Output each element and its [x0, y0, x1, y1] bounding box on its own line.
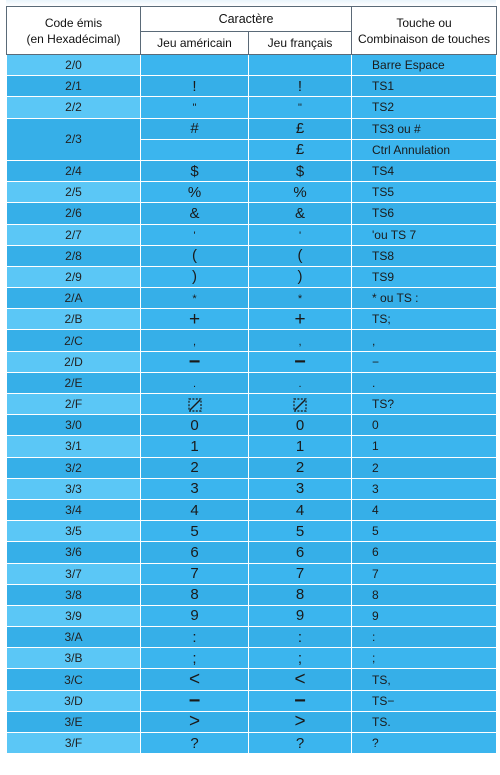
code-cell: 2/6 — [7, 203, 141, 224]
touche-cell: ; — [352, 648, 497, 669]
jeu-americain-cell-glyph: − — [188, 351, 201, 373]
code-cell: 3/3 — [7, 478, 141, 499]
code-cell: 3/F — [7, 733, 141, 754]
jeu-francais-cell-glyph: + — [294, 308, 306, 330]
table-row — [7, 733, 497, 754]
jeu-americain-cell-glyph: 0 — [190, 416, 199, 434]
jeu-francais-cell — [249, 288, 352, 309]
table-row — [7, 330, 497, 351]
code-table — [6, 6, 497, 754]
jeu-francais-cell — [249, 733, 352, 754]
touche-cell: * ou TS : — [352, 288, 497, 309]
touche-cell: TS5 — [352, 182, 497, 203]
jeu-francais-cell — [249, 55, 352, 76]
table-row — [7, 182, 497, 203]
caractere-header: Caractère — [141, 7, 352, 32]
table-row — [7, 203, 497, 224]
jeu-americain-cell — [141, 584, 249, 605]
jeu-americain-cell-glyph: * — [192, 293, 197, 306]
touche-cell: − — [352, 351, 497, 372]
table-row — [7, 648, 497, 669]
jeu-francais-cell-glyph: 4 — [295, 501, 305, 519]
code-cell: 3/5 — [7, 521, 141, 542]
jeu-francais-cell-glyph: < — [294, 669, 306, 691]
jeu-francais-cell — [249, 182, 352, 203]
jeu-americain-cell — [141, 330, 249, 351]
jeu-americain-cell — [141, 478, 249, 499]
jeu-francais-cell — [249, 542, 352, 563]
jeu-francais-cell-glyph: 7 — [295, 565, 305, 583]
table-row — [7, 627, 497, 648]
jeu-americain-cell — [141, 160, 249, 181]
jeu-americain-cell — [141, 627, 249, 648]
jeu-americain-cell-glyph: + — [188, 308, 201, 330]
table-row — [7, 118, 497, 139]
touche-cell: 8 — [352, 584, 497, 605]
jeu-francais-cell — [249, 690, 352, 711]
table-row — [7, 542, 497, 563]
touche-cell: 5 — [352, 521, 497, 542]
jeu-francais-cell — [249, 351, 352, 372]
jeu-americain-cell-glyph: ( — [192, 247, 197, 265]
table-row — [7, 224, 497, 245]
jeu-americain-cell — [141, 288, 249, 309]
touche-cell: TS. — [352, 711, 497, 732]
touche-cell: Barre Espace — [352, 55, 497, 76]
touche-cell: . — [352, 372, 497, 393]
jeu-americain-cell — [141, 542, 249, 563]
table-row — [7, 711, 497, 732]
code-cell: 2/3 — [7, 118, 141, 160]
jeu-francais-cell-glyph: 8 — [295, 586, 305, 604]
jeu-francais-cell-glyph: ' — [298, 229, 302, 242]
jeu-francais-cell — [249, 478, 352, 499]
code-cell: 2/9 — [7, 266, 141, 287]
table-row — [7, 97, 497, 118]
jeu-francais-cell — [249, 76, 352, 97]
code-cell: 3/0 — [7, 415, 141, 436]
table-row — [7, 605, 497, 626]
jeu-americain-cell-glyph: 6 — [190, 543, 199, 561]
jeu-francais-cell-glyph: 9 — [295, 607, 305, 625]
jeu-americain-cell-glyph: < — [188, 669, 201, 691]
table-row — [7, 288, 497, 309]
jeu-francais-cell — [249, 669, 352, 690]
jeu-americain-cell — [141, 203, 249, 224]
jeu-francais-cell — [249, 457, 352, 478]
jeu-americain-cell — [141, 266, 249, 287]
jeu-americain-cell — [141, 309, 249, 330]
code-cell: 2/C — [7, 330, 141, 351]
jeu-francais-cell-glyph: ( — [297, 247, 303, 265]
jeu-americain-cell — [141, 118, 249, 139]
jeu-francais-cell-glyph: : — [297, 628, 303, 646]
jeu-francais-cell-glyph: * — [297, 293, 303, 306]
jeu-americain-cell — [141, 499, 249, 520]
touche-cell: 6 — [352, 542, 497, 563]
jeu-americain-cell — [141, 97, 249, 118]
jeu-francais-cell — [249, 627, 352, 648]
code-cell: 2/0 — [7, 55, 141, 76]
jeu-americain-cell — [141, 669, 249, 690]
jeu-americain-cell-glyph: 8 — [190, 586, 199, 604]
jeu-americain-cell-glyph: 5 — [190, 522, 199, 540]
jeu-francais-cell-glyph: ! — [297, 77, 303, 95]
code-cell: 3/1 — [7, 436, 141, 457]
jeu-francais-cell — [249, 160, 352, 181]
code-cell: 2/2 — [7, 97, 141, 118]
touche-cell: 0 — [352, 415, 497, 436]
jeu-francais-cell — [249, 372, 352, 393]
table-row — [7, 584, 497, 605]
jeu-americain-cell-glyph: 9 — [190, 607, 199, 625]
code-cell: 3/4 — [7, 499, 141, 520]
jeu-francais-cell — [249, 139, 352, 160]
table-body — [7, 55, 497, 754]
jeu-francais-cell — [249, 648, 352, 669]
jeu-americain-cell — [141, 245, 249, 266]
touche-cell: ? — [352, 733, 497, 754]
code-header-subtitle: (en Hexadécimal) — [26, 31, 121, 46]
jeu-francais-cell-glyph: 2 — [295, 459, 305, 477]
code-header — [7, 7, 141, 55]
table-row — [7, 563, 497, 584]
code-cell: 3/A — [7, 627, 141, 648]
touche-cell: , — [352, 330, 497, 351]
jeu-francais-cell — [249, 584, 352, 605]
jeu-americain-cell — [141, 563, 249, 584]
jeu-americain-cell-glyph: ; — [192, 649, 197, 667]
jeu-americain-cell — [141, 605, 249, 626]
table-row — [7, 415, 497, 436]
jeu-francais-header: Jeu français — [249, 32, 352, 55]
table-row — [7, 372, 497, 393]
touche-cell: 1 — [352, 436, 497, 457]
jeu-americain-cell-glyph: 3 — [190, 480, 199, 498]
touche-cell: TS9 — [352, 266, 497, 287]
jeu-francais-cell-glyph: 6 — [295, 543, 305, 561]
touche-cell: TS? — [352, 394, 497, 415]
code-cell: 3/6 — [7, 542, 141, 563]
jeu-americain-cell — [141, 351, 249, 372]
jeu-francais-cell-glyph: % — [293, 183, 307, 201]
code-cell: 2/5 — [7, 182, 141, 203]
touche-cell: 2 — [352, 457, 497, 478]
jeu-americain-cell-glyph: $ — [190, 162, 199, 180]
code-cell: 2/F — [7, 394, 141, 415]
table-row — [7, 499, 497, 520]
jeu-francais-cell-glyph: £ — [295, 141, 305, 159]
jeu-francais-cell — [249, 711, 352, 732]
code-cell: 2/1 — [7, 76, 141, 97]
table-row — [7, 521, 497, 542]
jeu-americain-cell — [141, 224, 249, 245]
jeu-francais-cell-glyph: 3 — [295, 480, 305, 498]
jeu-francais-cell — [249, 394, 352, 415]
table-row — [7, 309, 497, 330]
jeu-francais-cell — [249, 224, 352, 245]
table-row — [7, 478, 497, 499]
jeu-francais-cell — [249, 118, 352, 139]
code-cell: 2/8 — [7, 245, 141, 266]
jeu-americain-cell-glyph: " — [192, 102, 197, 115]
jeu-americain-cell-glyph: # — [190, 120, 199, 138]
jeu-francais-cell-glyph: 1 — [295, 437, 305, 455]
touche-cell: Ctrl Annulation — [352, 139, 497, 160]
jeu-francais-cell-glyph: & — [295, 204, 306, 222]
jeu-francais-cell — [249, 203, 352, 224]
table-row — [7, 55, 497, 76]
touche-cell: TS2 — [352, 97, 497, 118]
jeu-americain-cell — [141, 521, 249, 542]
jeu-francais-cell — [249, 499, 352, 520]
touche-cell: 9 — [352, 605, 497, 626]
touche-cell: : — [352, 627, 497, 648]
jeu-americain-cell-glyph: , — [192, 335, 197, 348]
jeu-americain-cell-glyph: 4 — [190, 501, 199, 519]
table-row — [7, 351, 497, 372]
jeu-americain-cell-glyph: 2 — [190, 459, 199, 477]
code-cell: 3/7 — [7, 563, 141, 584]
touche-cell: TS− — [352, 690, 497, 711]
box-slash-icon — [188, 398, 202, 412]
jeu-americain-header: Jeu américain — [141, 32, 249, 55]
table-row — [7, 76, 497, 97]
code-cell: 2/A — [7, 288, 141, 309]
jeu-americain-cell-glyph: > — [188, 711, 201, 733]
jeu-americain-cell — [141, 394, 249, 415]
table-row — [7, 457, 497, 478]
jeu-francais-cell — [249, 97, 352, 118]
jeu-francais-cell — [249, 309, 352, 330]
code-header-title: Code émis — [44, 15, 103, 30]
jeu-francais-cell-glyph: " — [298, 102, 302, 115]
jeu-americain-cell — [141, 733, 249, 754]
jeu-americain-cell-glyph: : — [192, 628, 197, 646]
jeu-francais-cell-glyph: . — [298, 377, 302, 390]
touche-cell: 4 — [352, 499, 497, 520]
touche-cell: 'ou TS 7 — [352, 224, 497, 245]
touche-cell: TS3 ou # — [352, 118, 497, 139]
code-cell: 3/8 — [7, 584, 141, 605]
touche-header-title: Touche ou — [396, 15, 452, 30]
touche-header-subtitle: Combinaison de touches — [357, 31, 491, 46]
jeu-francais-cell-glyph: − — [294, 351, 306, 373]
code-cell: 3/9 — [7, 605, 141, 626]
table-row — [7, 266, 497, 287]
jeu-francais-cell — [249, 605, 352, 626]
jeu-americain-cell-glyph: 1 — [190, 437, 199, 455]
jeu-americain-cell-glyph: ) — [192, 268, 197, 286]
jeu-americain-cell — [141, 690, 249, 711]
jeu-americain-cell — [141, 648, 249, 669]
jeu-americain-cell — [141, 415, 249, 436]
code-cell: 3/2 — [7, 457, 141, 478]
jeu-americain-cell-glyph: ? — [190, 734, 199, 752]
code-cell: 3/B — [7, 648, 141, 669]
jeu-americain-cell — [141, 182, 249, 203]
jeu-francais-cell-glyph: 5 — [295, 522, 305, 540]
jeu-francais-cell-glyph: > — [294, 711, 306, 733]
jeu-francais-cell-glyph: $ — [295, 162, 305, 180]
jeu-francais-cell-glyph: , — [298, 335, 302, 348]
table-row — [7, 394, 497, 415]
code-cell: 3/D — [7, 690, 141, 711]
code-cell: 2/B — [7, 309, 141, 330]
table-row — [7, 160, 497, 181]
code-cell: 3/C — [7, 669, 141, 690]
jeu-americain-cell-glyph: ! — [192, 77, 197, 95]
jeu-francais-cell — [249, 521, 352, 542]
jeu-americain-cell-glyph: . — [192, 377, 197, 390]
code-cell: 2/7 — [7, 224, 141, 245]
jeu-francais-cell — [249, 415, 352, 436]
touche-cell: TS1 — [352, 76, 497, 97]
jeu-francais-cell — [249, 330, 352, 351]
jeu-francais-cell-glyph: ? — [295, 734, 305, 752]
table-row — [7, 690, 497, 711]
touche-cell: TS4 — [352, 160, 497, 181]
jeu-americain-cell — [141, 372, 249, 393]
jeu-americain-cell-glyph: − — [188, 690, 201, 712]
jeu-francais-cell-glyph: ; — [297, 649, 303, 667]
code-cell: 3/E — [7, 711, 141, 732]
jeu-francais-cell — [249, 563, 352, 584]
jeu-francais-cell — [249, 266, 352, 287]
touche-cell: 7 — [352, 563, 497, 584]
jeu-americain-cell-glyph: 7 — [190, 565, 199, 583]
jeu-americain-cell-glyph: % — [187, 183, 202, 201]
table-row — [7, 669, 497, 690]
jeu-americain-cell — [141, 139, 249, 160]
jeu-americain-cell-glyph: ' — [193, 229, 196, 242]
touche-header — [352, 7, 497, 55]
code-cell: 2/4 — [7, 160, 141, 181]
jeu-francais-cell-glyph: − — [294, 690, 306, 712]
touche-cell: TS6 — [352, 203, 497, 224]
touche-cell: TS; — [352, 309, 497, 330]
jeu-francais-cell — [249, 245, 352, 266]
box-slash-icon — [293, 398, 307, 412]
jeu-americain-cell-glyph: & — [189, 204, 200, 222]
jeu-francais-cell-glyph: 0 — [295, 416, 305, 434]
touche-cell: 3 — [352, 478, 497, 499]
jeu-francais-cell — [249, 436, 352, 457]
jeu-americain-cell — [141, 55, 249, 76]
jeu-francais-cell-glyph: £ — [295, 120, 305, 138]
jeu-americain-cell — [141, 457, 249, 478]
touche-cell: TS8 — [352, 245, 497, 266]
jeu-americain-cell — [141, 711, 249, 732]
jeu-americain-cell — [141, 76, 249, 97]
jeu-francais-cell-glyph: ) — [297, 268, 303, 286]
code-cell: 2/D — [7, 351, 141, 372]
touche-cell: TS, — [352, 669, 497, 690]
table-row — [7, 245, 497, 266]
table-row — [7, 436, 497, 457]
jeu-americain-cell — [141, 436, 249, 457]
code-cell: 2/E — [7, 372, 141, 393]
